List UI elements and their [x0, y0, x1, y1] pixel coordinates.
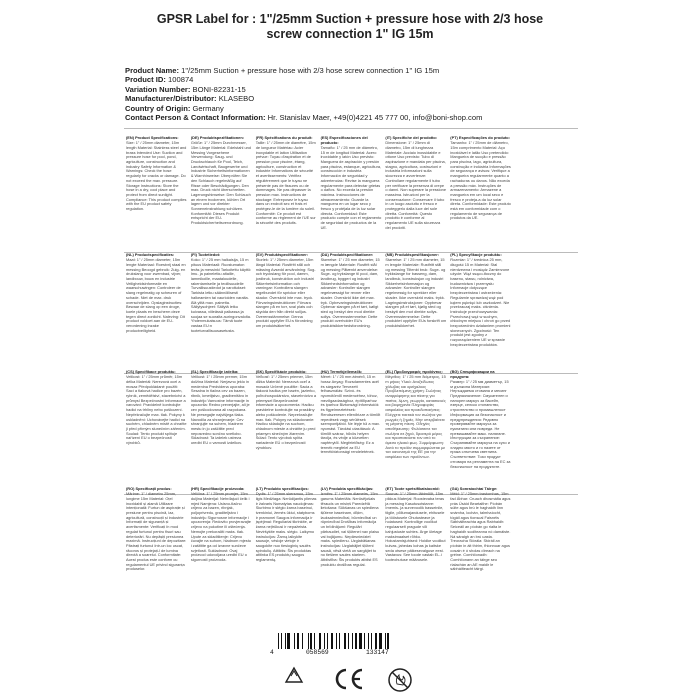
barcode-bar	[294, 633, 295, 649]
title-line-2: screw connection 1" IG 15m	[266, 27, 434, 41]
spec-heading: (LT) Produkto specifikacijos:	[255, 487, 309, 491]
spec-text: Maat: 1" / 25mm diameter, 15m lengte Materiaal: Roestvrij staal en messing Beoogd gebruik: Zuig- en drukslang voor zwembad, vijver, landbouw, bouw en industrie Veiligheidsinformatie en waarschuwingen: Controleer de slang regelmatig op scheuren of schade. Niet de max. druk overschrijden. Opslaginstructies: Bewaar de slang op een droge, koele plaats en bescherm deze tegen direct zonlicht. Naleving: Dit product voldoet aan de EU-verordening inzake productveiligheid.	[126, 257, 186, 333]
specifications-grid	[124, 136, 578, 604]
top-divider	[124, 128, 578, 129]
spec-heading: (ET) Toote spetsifikatsioonid:	[385, 487, 440, 491]
spec-heading: (HR) Specifikacije proizvoda:	[190, 487, 245, 491]
ean-barcode	[270, 633, 430, 659]
spec-heading: (SV) Produktspecifikationer:	[255, 253, 309, 257]
label-title	[0, 12, 700, 42]
barcode-bar	[385, 633, 386, 649]
spec-cell	[124, 136, 189, 253]
spec-text: Dimensione: 1" / 25mm di diametro, 15m di lunghezza Materiale: Acciaio inossidabile e ottone Uso previsto: Tubo di aspirazione e mandata per piscina, stagno, agricoltura, costruzioni e industria Informazioni sulla sicurezza e avvertenze: Controllare regolarmente il tubo per verificare la presenza di crepe o danni. Non superare la pressione massima. Istruzioni per la conservazione: Conservare il tubo in un luogo asciutto e fresco e proteggerlo dalla luce del sole diretta. Conformità: Questo prodotto è conforme al regolamento UE sulla sicurezza dei prodotti.	[385, 140, 446, 230]
title-line-1: GPSR Label for : 1"/25mm Suction + pressure hose with 2/3 hose	[156, 12, 544, 26]
spec-text: Veľkosť: 1" / 25mm priemer, 15m dĺžka Materiál: Nerezová oceľ a mosadz Určené použitie: Sacia a tlaková hadica pre bazén, jazierko, poľnohospodárstvo, stavebníctvo a priemysel Bezpečnostné informácie a upozornenia: Hadicu pravidelne kontrolujte na praskliny alebo poškodenie. Neprekračujte max. tlak. Pokyny na skladovanie: Hadicu skladujte na suchom, chladnom mieste a chráňte ju pred priamym slnečným žiarením. Súlad: Tento výrobok spĺňa nariadenie EÚ o bezpečnosti výrobkov.	[255, 374, 317, 450]
spec-cell	[513, 136, 578, 253]
spec-heading: (NL) Productspecificaties:	[126, 253, 175, 257]
barcode-bar	[308, 633, 309, 649]
spec-cell	[383, 253, 448, 370]
spec-cell	[319, 253, 384, 370]
spec-cell	[319, 487, 384, 604]
spec-heading: (PT) Especificações do produto:	[450, 136, 510, 140]
spec-text: Suurus: 1" / 25mm läbimõõt, 15m pikkus Materjal: Roostevaba teras ja messing Kasutusotstarve: Imemis- ja survevoolik basseinile, tiigile, põllumajandusele, ehitusele ja tööstusele Ohutusteave ja hoiatused: Kontrollige voolikut regulaarselt pragude või kahjustuste suhtes. Ärge ületage maksimaalset rõhku. Hoiustamisjuhised: Hoidke voolikut kuivas, jahedas kohas ja kaitske seda otsese päikesevalguse eest. Vastavus: See toode vastab EL-i tooteohutuse määrusele.	[385, 491, 446, 563]
spec-cell	[254, 370, 319, 487]
barcode-digits-right: 133147	[366, 649, 389, 656]
spec-heading: (EL) Προδιαγραφές προϊόντος:	[385, 370, 443, 374]
spec-text: Størrelse: 1" / 25 mm diameter, 15 m længde Materiale: Rustfrit stål og messing Påtænkt anvendelse: Suge- og trykslange til pool, dam, landbrug, byggeri og industri Sikkerhedsinformation og advarsler: Kontroller slangen regelmæssigt for revner eller skader. Overskrid ikke det max. tryk. Opbevaringsinstruktioner: Opbevar slangen på et tørt, køligt sted og beskyt den mod direkte sollys. Overensstemmelse: Dette produkt overholder EU's produktsikkerhedsforordning.	[320, 257, 380, 329]
barcode-bar	[352, 633, 353, 649]
spec-text: Størrelse: 1" / 25 mm diameter, 15 m lengde Materiale: Rustfritt stål og messing Tiltenkt bruk: Suge- og trykkslange for basseng, dam, landbruk, konstruksjon og industri Sikkerhetsinformasjon og advarsler: Kontroller slangen regelmessig for sprekker eller skader. Ikke overskrid maks. trykk. Lagringsinstruksjoner: Oppbevar slangen på et tørt, kjølig sted og beskytt den mot direkte sollys. Overensstemmelse: Dette produktet oppfyller EUs forskrift om produktsikkerhet.	[385, 257, 447, 329]
spec-cell	[319, 136, 384, 253]
spec-heading: (FI) Tuotetiedot:	[190, 253, 221, 257]
barcode-bar	[364, 633, 365, 649]
spec-cell	[448, 487, 513, 604]
spec-heading: (ES) Especificaciones del producto:	[320, 136, 368, 145]
barcode-bar	[297, 633, 299, 649]
ce-mark-icon	[337, 670, 362, 688]
barcode-digit-left: 4	[270, 649, 274, 656]
barcode-bars	[278, 633, 428, 649]
spec-heading: (SL) Specifikacije izdelka:	[190, 370, 239, 374]
spec-heading: (PL) Specyfikacje produktu:	[450, 253, 502, 257]
info-row-country: Country of Origin: Germany	[125, 103, 224, 113]
compliance-symbols	[280, 664, 420, 694]
spec-text: Size: 1" / 25mm diameter, 15m length Material: Stainless steel and brass Intended Use: Suction and pressure hose for pool, pond, agriculture, construction and industry Safety Information & Warnings: Check the hose regularly for cracks or damage. Do not exceed the max. pressure. Storage Instructions: Store the hose in a dry, cool place and protect from direct sunlight. Compliance: This product complies with the EU product safety regulation.	[126, 140, 187, 212]
spec-text: Rozmiar: 1" / średnica 25 mm, długość 15 m Materiał: Stal nierdzewna i mosiądz Zamierzone użycie: Wąż ssąco-tłoczny do basenu, stawu, rolnictwa, budownictwa i przemysłu Informacje dotyczące bezpieczeństwa i ostrzeżenia: Regularnie sprawdzaj wąż pod kątem pęknięć lub uszkodzeń. Nie przekraczaj maks. ciśnienia. Instrukcje przechowywania: Przechowuj wąż w suchym, chłodnym miejscu i chroń go przed bezpośrednim działaniem promieni słonecznych. Zgodność: Ten produkt jest zgodny z rozporządzeniem UE w sprawie bezpieczeństwa produktów.	[450, 257, 511, 347]
spec-text: Izmērs: 1" / 25mm diametrs, 15m garums Materiāls: Nerūsējošais tērauds un misiņš Paredzētā lietošana: Sūkšanas un spiediena šļūtene baseinam, dīķim, lauksaimniecībai, būvniecībai un rūpniecībai Drošības informācija un brīdinājumi: Regulāri pārbaudiet, vai šļūtenei nav plaisu vai bojājumu. Nepārsniedziet maks. spiedienu. Uzglabāšanas instrukcijas: Uzglabājiet šļūteni sausā, vēsā vietā un sargājiet to no tiešiem saules stariem. Atbilstība: Šis produkts atbilst ES produktu drošības regulai.	[320, 491, 380, 567]
info-row-product-id: Product ID: 100874	[125, 75, 194, 85]
barcode-bar	[319, 633, 322, 649]
spec-cell	[383, 370, 448, 487]
spec-cell	[189, 370, 254, 487]
barcode-bar	[344, 633, 346, 649]
spec-text: Dydis: 1" / 25mm skersmuo, 15m ilgis Medžiaga: Nerūdijantis plienas ir žalvaris Numatytas naudojimas: Siurbimo ir slėgio žarna baseinui, tvenkiniui, žemės ūkiui, statyboms ir pramonei Saugos informacija ir įspėjimai: Reguliariai tikrinkite, ar žarna neįtrūkusi ir nepažeista. Neviršykite maks. slėgio. Laikymo instrukcijos: Žarną laikykite sausoje, vėsioje vietoje ir saugokite nuo tiesioginių saulės spindulių. Atitiktis: Šis produktas atitinka ES produktų saugos reglamentą.	[255, 491, 317, 563]
barcode-bar	[379, 633, 382, 649]
barcode-digits-mid: 058569	[306, 649, 329, 656]
info-row-manufacturer: Manufacturer/Distributor: KLASEBO	[125, 94, 255, 104]
spec-text: Méret: 1" / 25 mm átmérő, 15 m hossz Anyag: Rozsdamentes acél és sárgaréz Tervezett felhasználás: Szívó- és nyomótömlő medencéhez, tóhoz, mezőgazdasághoz, építőiparhoz és iparhoz Biztonsági információk és figyelmeztetések: Rendszeresen ellenőrizze a tömlőt repedések vagy sérülések szempontjából. Ne lépje túl a max. nyomást. Tárolási utasítások: A tömlőt száraz, hűvös helyen tárolja, és védje a közvetlen napfénytől. Megfelelőség: Ez a termék megfelel az EU termékbiztonsági rendeletének.	[320, 374, 381, 455]
barcode-bar	[327, 633, 329, 649]
spec-heading: (SK) Špecifikácie produktu:	[255, 370, 307, 374]
barcode-bar	[310, 633, 312, 649]
barcode-bar	[355, 633, 357, 649]
spec-text: Veličina: 1" / 25mm promjer, 15m duljina Materijal: Nehrđajući čelik i mjed Namjena: Usisno-tlačno crijevo za bazen, ribnjak, poljoprivredu, graditeljstvo i industriju Sigurnosne informacije i upozorenja: Redovito provjeravajte crijevo na pukotine ili oštećenja. Nemojte prekoračiti maks. tlak. Upute za skladištenje: Crijevo čuvajte na suhom, hladnom mjestu i zaštitite ga od izravne sunčeve svjetlosti. Sukladnost: Ovaj proizvod udovoljava uredbi EU o sigurnosti proizvoda.	[190, 491, 251, 563]
product-info-block	[125, 66, 482, 122]
spec-cell	[124, 487, 189, 604]
barcode-bar	[368, 633, 369, 649]
spec-text: Tamaño: 1" / 25 mm de diámetro, 15 m de longitud Material: Acero inoxidable y latón Uso previsto: Manguera de aspiración y presión para piscina, estanque, agricultura, construcción e industria Información de seguridad y advertencias: Revise la manguera regularmente para detectar grietas o daños. No exceda la presión máxima. Instrucciones de almacenamiento: Guarde la manguera en un lugar seco y fresco y protéjala de la luz solar directa. Conformidad: Este producto cumple con el reglamento de seguridad de productos de la UE.	[320, 144, 382, 230]
info-row-contact: Contact Person & Contact Information: Hr. Stanislav Maer, +49(0)4221 45 777 00, info@boni-shop.com	[125, 113, 483, 123]
barcode-bar	[336, 633, 337, 649]
spec-heading: (DE) Produktspezifikationen:	[190, 136, 245, 140]
spec-text: Размер: 1" / 25 мм диаметър, 15 м дължина Материал: Неръждаема стомана и месинг Предназначение: Смукателен и напорен маркуч за басейн, езерце, селско стопанство, строителство и промишленост Информация за безопасност и предупреждения: Редовно проверявайте маркуча за пукнатини или повреди. Не превишавайте макс. налягане. Инструкции за съхранение: Съхранявайте маркуча на сухо и хладно място и го пазете от пряка слънчева светлина. Съответствие: Този продукт отговаря на регламента на ЕС за безопасност на продуктите.	[450, 378, 511, 469]
spec-cell	[124, 253, 189, 370]
spec-heading: (LV) Produkta specifikācijas:	[320, 487, 374, 491]
barcode-bar	[285, 633, 286, 649]
spec-text: Storlek: 1" / 25mm diameter, 15m längd Material: Rostfritt stål och mässing Avsedd användning: Sug- och tryckslang för pool, damm, jordbruk, konstruktion och industri Säkerhetsinformation och varningar: Kontrollera slangen regelbundet för sprickor eller skador. Överskrid inte max. tryck. Förvaringsinstruktioner: Förvara slangen på en torr, sval plats och skydda den från direkt solljus. Överensstämmelse: Denna produkt uppfyller EU:s förordning om produktsäkerhet.	[255, 257, 316, 329]
barcode-bar	[331, 633, 333, 649]
spec-heading: (FR) Spécifications du produit:	[255, 136, 313, 140]
info-row-variation-number: Variation Number: BONI-82231-15	[125, 84, 246, 94]
spec-cell	[448, 370, 513, 487]
barcode-bar	[348, 633, 349, 649]
spec-heading: (EN) Product Specifications:	[126, 136, 179, 140]
spec-cell	[448, 253, 513, 370]
spec-cell	[124, 370, 189, 487]
spec-heading: (HU) Termékjellemzők:	[320, 370, 363, 374]
spec-cell	[254, 487, 319, 604]
spec-heading: (NB) Produktspesifikasjoner:	[385, 253, 440, 257]
spec-heading: (IT) Specifiche del prodotto:	[385, 136, 438, 140]
barcode-bar	[281, 633, 282, 649]
spec-cell	[383, 487, 448, 604]
barcode-bar	[324, 633, 325, 649]
barcode-bar	[339, 633, 340, 649]
barcode-bar	[359, 633, 362, 649]
barcode-bar	[314, 633, 315, 649]
spec-cell	[254, 253, 319, 370]
barcode-bar	[287, 633, 290, 649]
spec-heading: (DA) Produktspecifikationer:	[320, 253, 374, 257]
spec-text: Koko: 1" / 25 mm halkaisija, 15 m pituus Materiaali: Ruostumaton teräs ja messinki Tarkoitettu käyttö: Imu- ja paineletku altaille, lammikoille, maataloudelle, rakentamiselle ja teollisuudelle Turvallisuustiedot ja varoitukset: Tarkista letku säännöllisesti halkeamien tai vaurioiden varalta. Älä ylitä max. painetta. Säilytysohjeet: Säilytä letku kuivassa, viileässä paikassa ja suojaa se suoralta auringonvalolta. Yhdenmukaisuus: Tämä tuote vastaa EU:n tuoteturvallisuusasetusta.	[190, 257, 252, 333]
spec-cell	[319, 370, 384, 487]
spec-heading: (RO) Specificații produs:	[126, 487, 172, 491]
spec-text: Μέγεθος: 1" / 25 mm διάμετρος, 15 m μήκος Υλικό: Ανοξείδωτος χάλυβας και ορείχαλκος Προβλεπόμενη χρήση: Σωλήνας αναρρόφησης και πίεσης για πισίνα, λίμνη, γεωργία, κατασκευές και βιομηχανία Πληροφορίες ασφαλείας και προειδοποιήσεις: Ελέγχετε τακτικά τον σωλήνα για ρωγμές ή ζημιές. Μην υπερβαίνετε τη μέγιστη πίεση. Οδηγίες αποθήκευσης: Φυλάσσετε τον σωλήνα σε ξηρό, δροσερό μέρος και προστατεύστε τον από το άμεσο ηλιακό φως. Συμμόρφωση: Αυτό το προϊόν συμμορφώνεται με τον κανονισμό της ΕΕ για την ασφάλεια των προϊόντων.	[385, 374, 446, 460]
spec-text: Velikost: 1" / 25mm premer, 15m dolžina Material: Nerjavno jeklo in medenina Predvidena uporaba: Sesalna in tlačna cev za bazen, ribnik, kmetijstvo, gradbeništvo in industrijo Varnostne informacije in opozorila: Redno preverjajte, ali je cev poškodovana ali razpokana. Ne presegajte najvišjega tlaka. Navodila za shranjevanje: Cev shranjujte na suhem, hladnem mestu in jo zaščitite pred neposredno sončno svetlobo. Skladnost: Ta izdelek ustreza uredbi EU o varnosti izdelkov.	[190, 374, 250, 446]
spec-cell	[448, 136, 513, 253]
barcode-bar	[278, 633, 279, 649]
spec-cell	[513, 487, 578, 604]
spec-heading: (CS) Specifikace produktu:	[126, 370, 176, 374]
spec-cell	[513, 370, 578, 487]
spec-cell	[513, 253, 578, 370]
spec-cell	[383, 136, 448, 253]
barcode-bar	[371, 633, 372, 649]
barcode-bar	[387, 633, 389, 649]
spec-text: Velikost: 1" / 25mm průměr, 15m délka Materiál: Nerezová ocel a mosaz Předpokládané použití: Sací a tlaková hadice pro bazén, rybník, zemědělství, stavebnictví a průmysl Bezpečnostní informace a varování: Pravidelně kontrolujte hadici na trhliny nebo poškození. Nepřekračujte max. tlak. Pokyny k uskladnění: Uchovávejte hadici na suchém, chladném místě a chraňte ji před přímým slunečním zářením. Soulad: Tento produkt splňuje nařízení EU o bezpečnosti výrobků.	[126, 374, 187, 446]
recycling-triangle-icon	[286, 668, 302, 682]
spec-text: Méid: 1" / 25mm trastomhas, 15m fad Ábhar: Cruach dhosmálta agus prás Úsáid Beartaithe: Píobán súite agus brú le haghaidh linn snámha, lochán, talmhaíocht, tógáil agus tionscal Faisnéis Sábháilteachta agus Rabhaidh: Seiceáil an píobán go rialta le haghaidh scoilteanna nó damáiste. Ná sáraigh an brú uasta. Treoracha Stórála: Stóráil an píobán in áit thirim, fhionnuar agus cosain é ó sholas díreach na gréine. Comhlíonadh: Comhlíonann an táirge seo rialachán an AE maidir le sábháilteacht táirgí.	[450, 491, 511, 572]
info-row-product-name: Product Name: 1"/25mm Suction + pressure hose with 2/3 hose screw connection 1" IG 15m	[125, 66, 440, 75]
spec-cell	[254, 136, 319, 253]
spec-text: Taille: 1" / 25mm de diamètre, 15m de longueur Matériau: Acier inoxydable et laiton Utilisation prévue: Tuyau d'aspiration et de pression pour piscine, étang, agriculture, construction et industrie Informations de sécurité et avertissements: Vérifiez régulièrement que le tuyau ne présente pas de fissures ou de dommages. Ne pas dépasser la pression max. Instructions de stockage: Entreposez le tuyau dans un endroit sec et frais et protégez-le de la lumière du soleil. Conformité: Ce produit est conforme au règlement de l'UE sur la sécurité des produits.	[255, 140, 316, 226]
no-fire-disposal-icon	[389, 669, 411, 691]
spec-cell	[189, 136, 254, 253]
spec-heading: (BG) Спецификации на продукта:	[450, 370, 495, 379]
spec-text: Mărime: 1" / diametru 25mm, lungime 15m Material: Oțel inoxidabil și alamă Utilizare intenționată: Furtun de aspirație și presiune pentru piscină, iaz, agricultură, construcții și industrie Informații de siguranță și avertismente: Verificați în mod regulat furtunul pentru fisuri sau deteriorări. Nu depășiți presiunea maximă. Instrucțiuni de depozitare: Păstrați furtunul într-un loc uscat, răcoros și protejați-l de lumina directă a soarelui. Conformitate: Acest produs este conform cu regulamentul UE privind siguranța produselor.	[126, 491, 187, 572]
spec-cell	[189, 253, 254, 370]
barcode-bar	[302, 633, 303, 649]
spec-cell	[189, 487, 254, 604]
barcode-bar	[375, 633, 377, 649]
spec-text: Tamanho: 1" / 25mm de diâmetro, 15m comprimento Material: Aço inoxidável e latão Uso pretendido: Mangueira de sucção e pressão para piscina, lago, agricultura, construção e indústria Informações de segurança e avisos: Verifique a mangueira regularmente quanto a rachaduras ou danos. Não exceda a pressão máx. Instruções de armazenamento: Armazene a mangueira em um local seco e fresco e proteja-a da luz solar direta. Conformidade: Este produto está em conformidade com o regulamento de segurança de produtos da UE.	[450, 140, 511, 221]
spec-text: Größe: 1" / 25mm Durchmesser, 15m Länge Material: Edelstahl und Messing Vorgesehene Verwendung: Saug- und Druckschlauch für Pool, Teich, Landwirtschaft, Baugewerbe und Industrie Sicherheitsinformationen & Warnhinweise: Überprüfen Sie den Schlauch regelmäßig auf Risse oder Beschädigungen. Den max. Druck nicht überschreiten. Lagerungshinweise: Den Schlauch an einem trockenen, kühlen Ort lagern und vor direkter Sonneneinstrahlung schützen. Konformität: Dieses Produkt entspricht der EU-Produktsicherheitsverordnung.	[190, 140, 251, 226]
spec-heading: (GA) Sonraíochtaí Táirge:	[450, 487, 498, 491]
